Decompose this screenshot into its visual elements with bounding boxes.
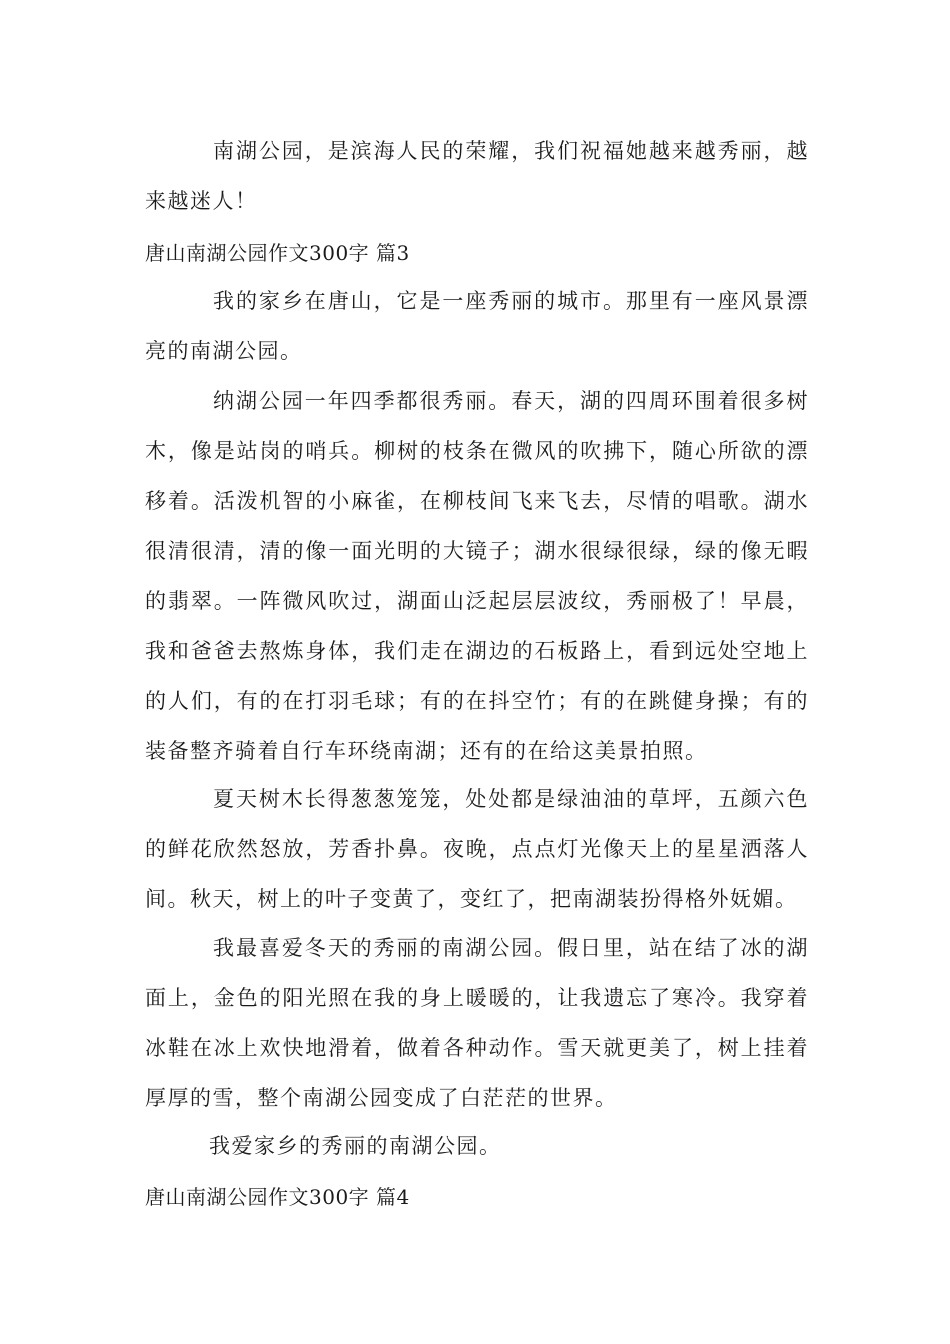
section-heading-3: 唐山南湖公园作文300字 篇3: [145, 241, 410, 265]
paragraph-closing-praise: 南湖公园，是滨海人民的荣耀，我们祝福她越来越秀丽，越来越迷人！: [145, 139, 809, 213]
paragraph-spring: 纳湖公园一年四季都很秀丽。春天，湖的四周环围着很多树木，像是站岗的哨兵。柳树的枝条在微风的吹拂下，随心所欲的漂移着。活泼机智的小麻雀，在柳枝间飞来飞去，尽情的唱歌。湖水很清很清，清的像一面光明的大镜子；湖水很绿很绿，绿的像无暇的翡翠。一阵微风吹过，湖面山泛起层层波纹，秀丽极了！早晨，我和爸爸去熬炼身体，我们走在湖边的石板路上，看到远处空地上的人们，有的在打羽毛球；有的在抖空竹；有的在跳健身操；有的装备整齐骑着自行车环绕南湖；还有的在给这美景拍照。: [145, 389, 809, 763]
paragraph-summer-autumn: 夏天树木长得葱葱笼笼，处处都是绿油油的草坪，五颜六色的鲜花欣然怒放，芳香扑鼻。夜晚，点点灯光像天上的星星洒落人间。秋天，树上的叶子变黄了，变红了，把南湖装扮得格外妩媚。: [145, 787, 809, 911]
paragraph-hometown-intro: 我的家乡在唐山，它是一座秀丽的城市。那里有一座风景漂亮的南湖公园。: [145, 289, 809, 363]
paragraph-love-park: 我爱家乡的秀丽的南湖公园。: [209, 1134, 502, 1158]
paragraph-winter: 我最喜爱冬天的秀丽的南湖公园。假日里，站在结了冰的湖面上，金色的阳光照在我的身上暖暖的，让我遗忘了寒冷。我穿着冰鞋在冰上欢快地滑着，做着各种动作。雪天就更美了，树上挂着厚厚的雪，整个南湖公园变成了白茫茫的世界。: [145, 936, 809, 1110]
section-heading-4: 唐山南湖公园作文300字 篇4: [145, 1185, 410, 1209]
